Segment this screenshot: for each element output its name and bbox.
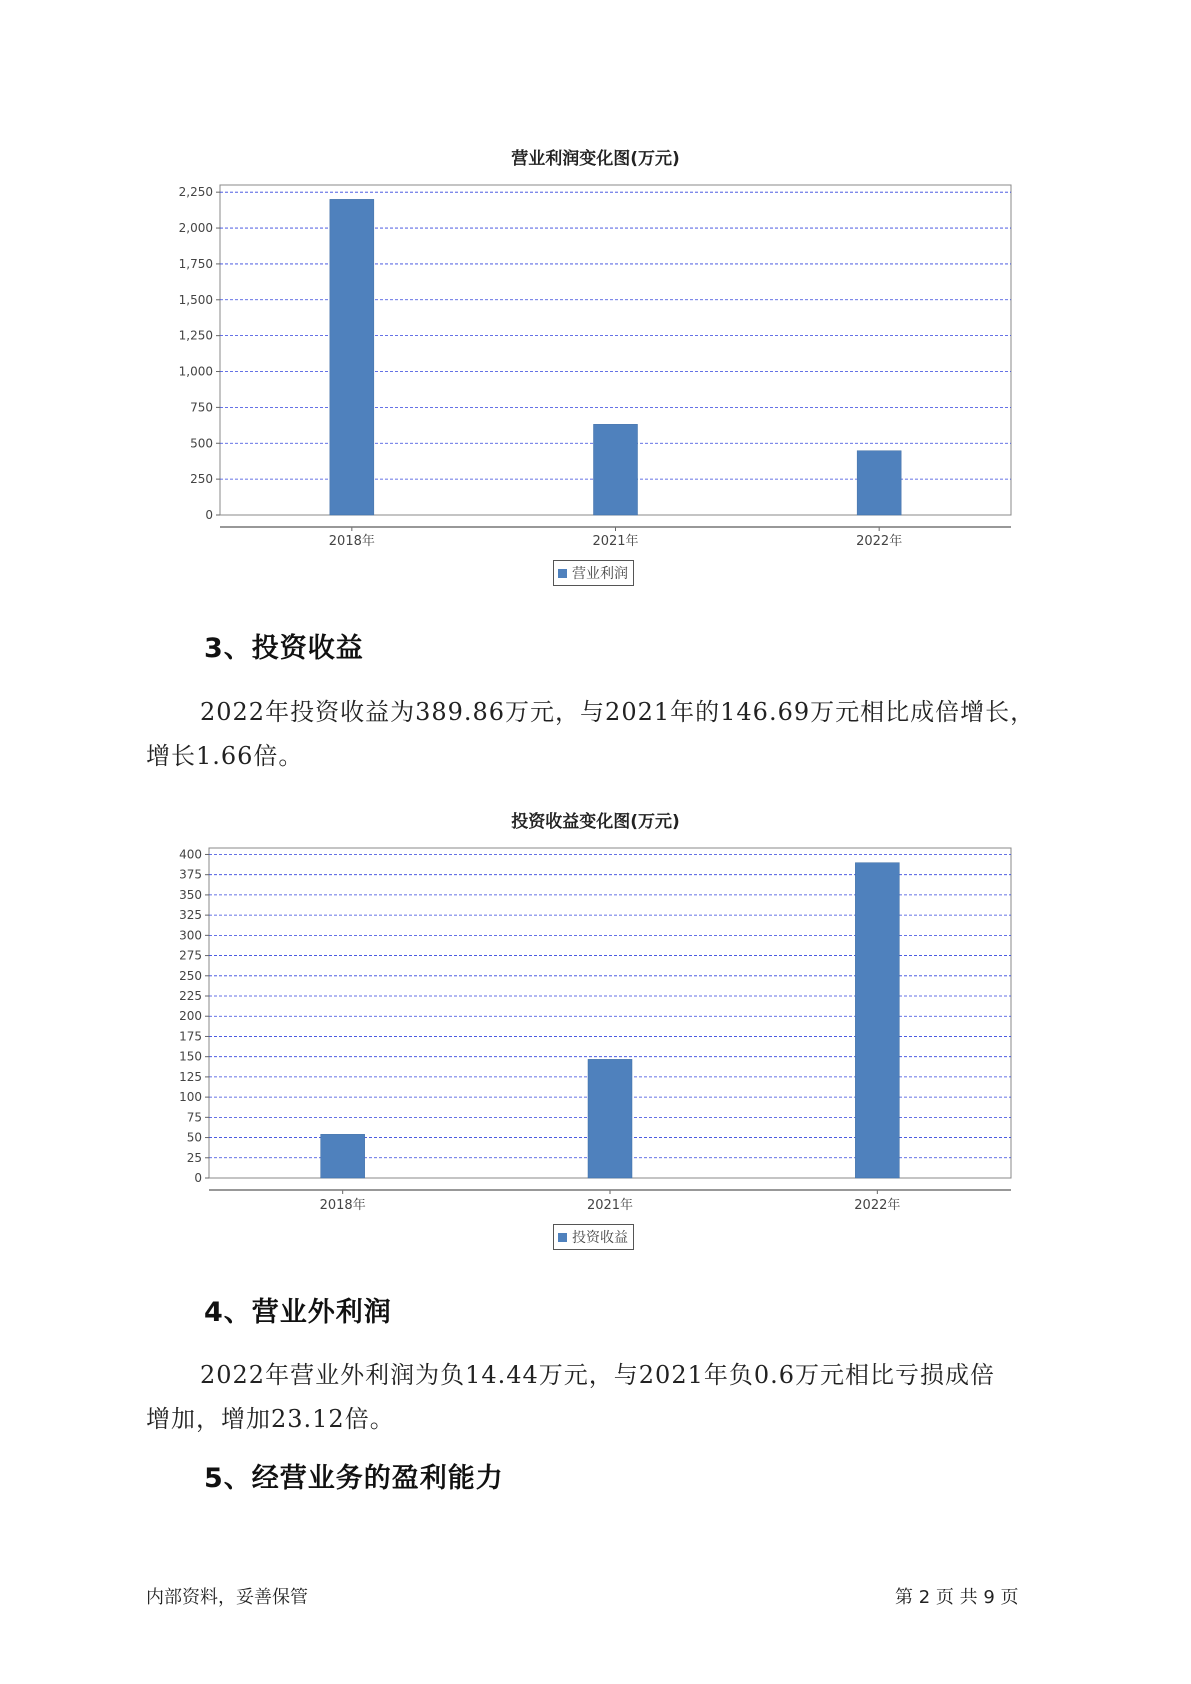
y-tick-label: 250 <box>179 968 202 983</box>
x-tick-label: 2021年 <box>592 534 639 549</box>
chart-legend <box>553 1224 634 1250</box>
y-tick-label: 275 <box>179 948 202 963</box>
legend-label: 投资收益 <box>572 1230 628 1246</box>
bar <box>588 1059 632 1178</box>
section-3-line-1: 2022年投资收益为389.86万元，与2021年的146.69万元相比成倍增长， <box>200 698 1036 726</box>
y-tick-label: 375 <box>179 867 202 882</box>
x-tick-label: 2018年 <box>319 1198 366 1213</box>
y-tick-label: 150 <box>179 1049 202 1064</box>
y-tick-label: 125 <box>179 1069 202 1084</box>
y-tick-label: 1,000 <box>178 364 213 379</box>
footer-page-number: 第 2 页 共 9 页 <box>895 1587 1019 1608</box>
y-tick-label: 75 <box>186 1110 202 1125</box>
y-tick-label: 0 <box>205 508 213 522</box>
chart-title: 营业利润变化图(万元) <box>511 149 680 169</box>
y-tick-label: 200 <box>179 1009 202 1024</box>
bar <box>321 1134 365 1178</box>
section-4-line-2: 增加，增加23.12倍。 <box>146 1405 395 1433</box>
y-tick-label: 400 <box>179 847 202 862</box>
x-tick-label: 2018年 <box>328 534 375 549</box>
x-tick-label: 2021年 <box>586 1198 634 1213</box>
bar <box>855 863 899 1178</box>
y-tick-label: 250 <box>190 472 213 487</box>
section-3-line-2: 增长1.66倍。 <box>146 742 304 770</box>
y-tick-label: 2,000 <box>178 221 213 236</box>
y-tick-label: 100 <box>179 1090 202 1105</box>
y-tick-label: 2,250 <box>178 185 213 200</box>
section-4-line-1: 2022年营业外利润为负14.44万元，与2021年负0.6万元相比亏损成倍 <box>200 1361 996 1389</box>
section-3-heading: 3、投资收益 <box>204 633 364 664</box>
y-tick-label: 25 <box>186 1150 202 1165</box>
chart-title: 投资收益变化图(万元) <box>511 812 680 832</box>
section-5-heading: 5、经营业务的盈利能力 <box>204 1463 504 1494</box>
y-tick-label: 175 <box>179 1029 202 1044</box>
footer-confidential-note: 内部资料，妥善保管 <box>146 1587 308 1608</box>
y-tick-label: 500 <box>190 436 213 451</box>
y-tick-label: 50 <box>186 1130 202 1145</box>
section-4-heading: 4、营业外利润 <box>204 1297 392 1328</box>
y-tick-label: 350 <box>179 887 202 902</box>
section-4-paragraph <box>146 1353 1046 1441</box>
y-tick-label: 300 <box>179 928 202 943</box>
legend-swatch <box>558 1233 567 1242</box>
x-tick-label: 2022年 <box>856 534 903 549</box>
y-tick-label: 750 <box>190 400 213 415</box>
y-tick-label: 1,500 <box>178 292 213 307</box>
y-tick-label: 0 <box>194 1171 202 1185</box>
y-tick-label: 325 <box>179 908 202 923</box>
y-tick-label: 1,750 <box>178 256 213 271</box>
y-tick-label: 1,250 <box>178 328 213 343</box>
x-tick-label: 2022年 <box>854 1198 901 1213</box>
legend-label: 营业利润 <box>572 566 628 582</box>
y-tick-label: 225 <box>179 989 202 1004</box>
